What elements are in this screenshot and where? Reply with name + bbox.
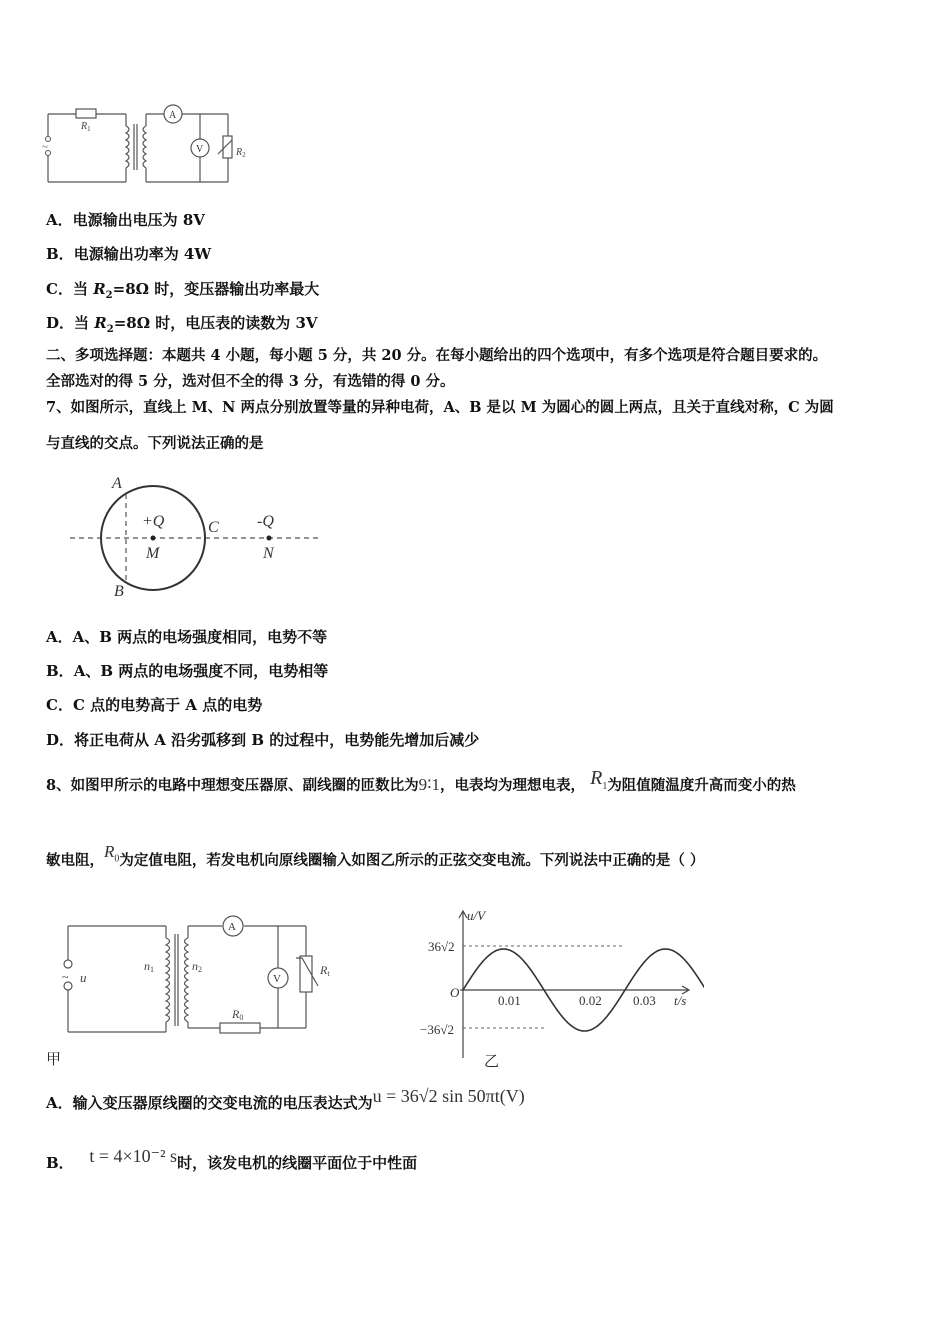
- section2-line2: 全部选对的得 5 分，选对但不全的得 3 分，有选错的得 0 分。: [46, 373, 455, 390]
- svg-text:V: V: [273, 973, 281, 985]
- svg-text:0.01: 0.01: [498, 993, 521, 1008]
- svg-text:u/V: u/V: [467, 908, 486, 923]
- q7-option-a: A．A、B 两点的电场强度相同，电势不等: [46, 628, 328, 646]
- svg-text:n2: n2: [192, 959, 202, 974]
- svg-text:0.02: 0.02: [579, 993, 602, 1008]
- q7-stem-line1: 7、如图所示，直线上 M、N 两点分别放置等量的异种电荷，A、B 是以 M 为圆心的圆上两点，且关于直线对称，C 为圆: [46, 399, 834, 416]
- r0-resistor: [220, 1023, 260, 1033]
- secondary-coil: [143, 126, 146, 168]
- primary-coil: [126, 126, 129, 168]
- q8-stem-line1: 8、如图甲所示的电路中理想变压器原、副线圈的匝数比为9∶1，电表均为理想电表， $R_1$为阻值随温度升高而变小的热: [46, 767, 796, 794]
- svg-text:A: A: [228, 921, 236, 933]
- svg-text:B: B: [114, 583, 124, 600]
- q6-circuit-diagram: [40, 96, 270, 192]
- r1-resistor: [76, 109, 96, 118]
- svg-text:N: N: [263, 545, 274, 562]
- secondary-coil: [185, 938, 189, 1022]
- svg-text:R2: $R_2$: [236, 147, 246, 159]
- q8-stem-line2: 敏电阻，$R_0$为定值电阻，若发电机向原线圈输入如图乙所示的正弦交变电流。下列说法中正确的是（ ）: [46, 842, 705, 869]
- rt-thermistor: [300, 956, 312, 992]
- svg-text:36√2: 36√2: [428, 939, 455, 954]
- q8-option-a: A．输入变压器原线圈的交变电流的电压表达式为u = 36√2 sin 50πt(V): [46, 1086, 525, 1112]
- q7-option-d: D．将正电荷从 A 沿劣弧移到 B 的过程中，电势能先增加后减少: [46, 731, 480, 749]
- svg-text:~: ~: [42, 141, 48, 153]
- svg-text:M: M: [146, 545, 160, 562]
- q7-option-b: B．A、B 两点的电场强度不同，电势相等: [46, 662, 329, 680]
- svg-text:n1: n1: [144, 959, 154, 974]
- q6-option-b: B．电源输出功率为 4W: [46, 245, 212, 263]
- svg-text:A: A: [112, 475, 122, 492]
- point-n: [267, 536, 272, 541]
- svg-text:Rt: Rt: [320, 963, 330, 978]
- primary-coil: [166, 938, 170, 1022]
- svg-text:V: V: [196, 144, 204, 155]
- svg-text:R0: R0: [232, 1007, 244, 1022]
- svg-text:+Q: +Q: [142, 513, 165, 530]
- svg-text:0.03: 0.03: [633, 993, 656, 1008]
- q8-circuit-diagram: [44, 912, 344, 1070]
- svg-text:-Q: -Q: [257, 513, 274, 530]
- q8-sine-graph: [414, 900, 704, 1072]
- q7-charge-figure: [66, 470, 326, 602]
- q6-option-c: C．当 $R_2=8\Omega$ 时，变压器输出功率最大: [46, 280, 320, 301]
- svg-text:R1: $R_1$: [81, 121, 91, 133]
- svg-text:t/s: t/s: [674, 993, 687, 1008]
- svg-text:C: C: [208, 519, 219, 536]
- q8-option-b: B． t = 4×10⁻² s时，该发电机的线圈平面位于中性面: [46, 1146, 418, 1172]
- section2-line1: 二、多项选择题：本题共 4 小题，每小题 5 分，共 20 分。在每小题给出的四个选项中，有多个选项是符合题目要求的。: [46, 347, 828, 364]
- q6-option-d: D．当 $R_2=8\Omega$ 时，电压表的读数为 3V: [46, 314, 318, 335]
- svg-text:u: u: [80, 970, 87, 985]
- point-m: [151, 536, 156, 541]
- q6-option-a: A．电源输出电压为 8V: [46, 211, 205, 229]
- svg-text:−36√2: −36√2: [420, 1022, 454, 1037]
- svg-text:O: O: [450, 985, 460, 1000]
- figure-caption-jia: 甲: [46, 1052, 62, 1068]
- svg-text:~: ~: [62, 970, 69, 984]
- q7-option-c: C．C 点的电势高于 A 点的电势: [46, 696, 263, 714]
- figure-caption-yi: 乙: [484, 1054, 500, 1070]
- svg-text:A: A: [169, 110, 177, 121]
- q7-stem-line2: 与直线的交点。下列说法正确的是: [46, 435, 264, 452]
